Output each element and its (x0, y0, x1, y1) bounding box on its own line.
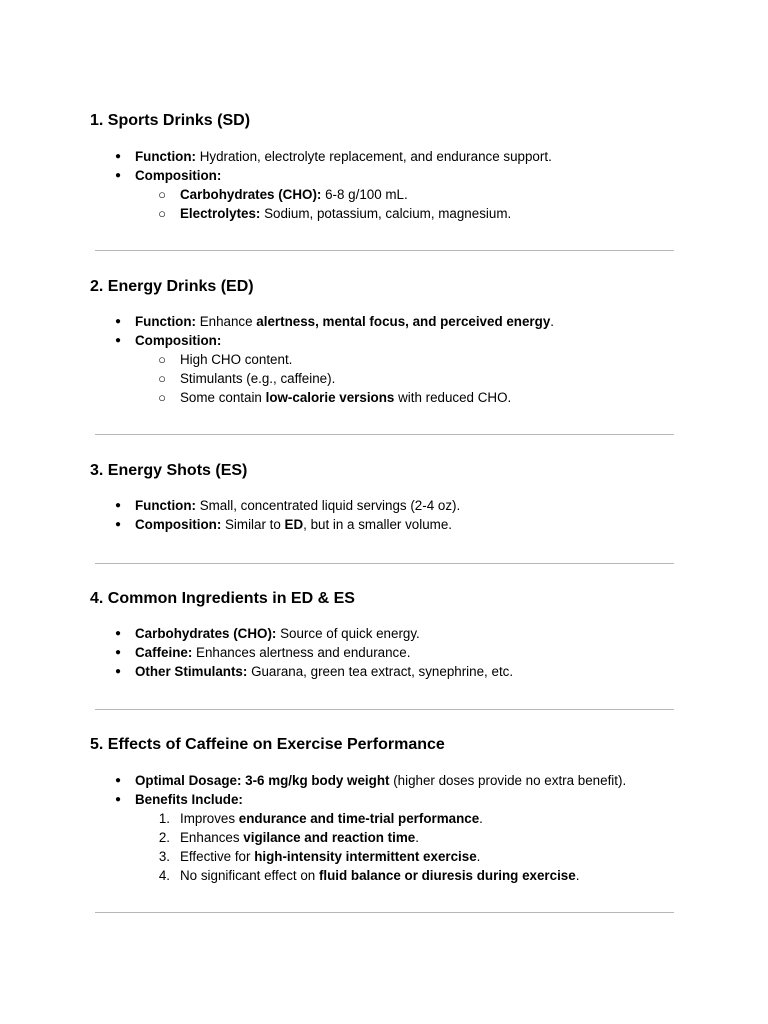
plain-text: Improves (180, 811, 239, 826)
plain-text: Hydration, electrolyte replacement, and endurance support. (195, 149, 552, 164)
plain-text: Enhances alertness and endurance. (192, 645, 411, 660)
list-item-text (135, 515, 452, 534)
bold-text: Benefits Include: (135, 792, 243, 807)
bold-text: Function: (135, 314, 196, 329)
bullet-filled-icon: ● (114, 666, 122, 677)
list-number: 2. (158, 830, 170, 845)
bullet-list (0, 771, 768, 885)
section-heading: 5. Effects of Caffeine on Exercise Performance (90, 736, 445, 753)
bold-text: Composition: (135, 517, 222, 532)
plain-text: Effective for (180, 849, 255, 864)
list-item-text (135, 166, 221, 185)
bold-text: Other Stimulants: (135, 664, 248, 679)
list-item-text (180, 204, 511, 223)
list-item-text (135, 790, 243, 809)
plain-text: . (415, 830, 419, 845)
list-item (0, 790, 768, 809)
bold-text: low-calorie versions (265, 390, 395, 405)
plain-text: Enhances (180, 830, 244, 845)
list-item-text (180, 828, 419, 847)
bullet-filled-icon: ● (114, 500, 122, 511)
list-number: 1. (158, 811, 170, 826)
sub-list-item (0, 185, 768, 204)
bold-text: Optimal Dosage: 3-6 mg/kg body weight (135, 773, 390, 788)
bullet-list (0, 312, 768, 407)
sub-list-item (0, 388, 768, 407)
list-item-text (135, 496, 460, 515)
bullet-filled-icon: ● (114, 151, 122, 162)
bullet-hollow-icon: ○ (158, 187, 166, 202)
list-item-text (135, 312, 554, 331)
plain-text: with reduced CHO. (394, 390, 512, 405)
bullet-filled-icon: ● (114, 170, 122, 181)
plain-text: Similar to (221, 517, 285, 532)
section-heading: 2. Energy Drinks (ED) (90, 278, 254, 295)
plain-text: Some contain (180, 390, 266, 405)
bold-text: Electrolytes: (180, 206, 261, 221)
plain-text: , but in a smaller volume. (303, 517, 452, 532)
plain-text: Enhance (195, 314, 257, 329)
bullet-hollow-icon: ○ (158, 352, 166, 367)
plain-text: 6-8 g/100 mL. (321, 187, 408, 202)
bullet-hollow-icon: ○ (158, 206, 166, 221)
bullet-filled-icon: ● (114, 794, 122, 805)
list-item (0, 147, 768, 166)
sub-list-item (0, 828, 768, 847)
list-item (0, 662, 768, 681)
list-item (0, 312, 768, 331)
list-item (0, 643, 768, 662)
list-item (0, 515, 768, 534)
section-heading: 4. Common Ingredients in ED & ES (90, 590, 355, 607)
bullet-list (0, 624, 768, 681)
bullet-filled-icon: ● (114, 519, 122, 530)
bullet-filled-icon: ● (114, 647, 122, 658)
list-item-text (180, 847, 480, 866)
bold-text: Composition: (135, 168, 222, 183)
plain-text: . (476, 849, 481, 864)
bold-text: ED (284, 517, 304, 532)
plain-text: (higher doses provide no extra benefit). (389, 773, 627, 788)
list-item-text (180, 809, 483, 828)
list-item-text (135, 662, 513, 681)
plain-text: Source of quick energy. (276, 626, 420, 641)
plain-text: High CHO content. (180, 352, 293, 367)
list-item-text (135, 771, 626, 790)
list-item-text (180, 866, 579, 885)
section-divider (95, 709, 674, 710)
bullet-filled-icon: ● (114, 775, 122, 786)
plain-text: . (479, 811, 483, 826)
bold-text: Carbohydrates (CHO): (180, 187, 322, 202)
plain-text: Sodium, potassium, calcium, magnesium. (260, 206, 512, 221)
bullet-hollow-icon: ○ (158, 390, 166, 405)
bold-text: vigilance and reaction time (243, 830, 416, 845)
section-divider (95, 912, 674, 913)
sub-list-item (0, 350, 768, 369)
plain-text: . (575, 868, 580, 883)
list-item-text (135, 624, 420, 643)
bold-text: endurance and time-trial performance (238, 811, 480, 826)
bold-text: fluid balance or diuresis during exercise (318, 868, 576, 883)
bullet-filled-icon: ● (114, 335, 122, 346)
sub-list-item (0, 866, 768, 885)
bold-text: high-intensity intermittent exercise (254, 849, 477, 864)
plain-text: Guarana, green tea extract, synephrine, etc. (247, 664, 514, 679)
plain-text: Small, concentrated liquid servings (2-4 oz). (195, 498, 461, 513)
section-divider (95, 563, 674, 564)
list-number: 4. (158, 868, 170, 883)
sub-list-item (0, 369, 768, 388)
bold-text: Function: (135, 149, 196, 164)
section-heading: 3. Energy Shots (ES) (90, 462, 248, 479)
bold-text: Carbohydrates (CHO): (135, 626, 277, 641)
section-heading: 1. Sports Drinks (SD) (90, 112, 251, 129)
section-divider (95, 250, 674, 251)
bullet-filled-icon: ● (114, 316, 122, 327)
bold-text: Caffeine: (135, 645, 193, 660)
section-divider (95, 434, 674, 435)
bullet-list (0, 496, 768, 534)
plain-text: . (550, 314, 554, 329)
list-item (0, 771, 768, 790)
list-item-text (180, 185, 408, 204)
list-item (0, 496, 768, 515)
bold-text: Function: (135, 498, 196, 513)
sub-list-item (0, 847, 768, 866)
plain-text: No significant effect on (180, 868, 319, 883)
list-item (0, 624, 768, 643)
list-item-text (135, 147, 552, 166)
list-item-text (135, 643, 410, 662)
bullet-list (0, 147, 768, 223)
sub-list-item (0, 204, 768, 223)
list-item-text (180, 388, 511, 407)
list-item-text (180, 369, 335, 388)
sub-list-item (0, 809, 768, 828)
plain-text: Stimulants (e.g., caffeine). (180, 371, 336, 386)
bullet-hollow-icon: ○ (158, 371, 166, 386)
list-item-text (135, 331, 221, 350)
bullet-filled-icon: ● (114, 628, 122, 639)
list-item (0, 331, 768, 350)
list-item-text (180, 350, 292, 369)
list-item (0, 166, 768, 185)
list-number: 3. (158, 849, 170, 864)
bold-text: Composition: (135, 333, 222, 348)
bold-text: alertness, mental focus, and perceived energy (256, 314, 551, 329)
